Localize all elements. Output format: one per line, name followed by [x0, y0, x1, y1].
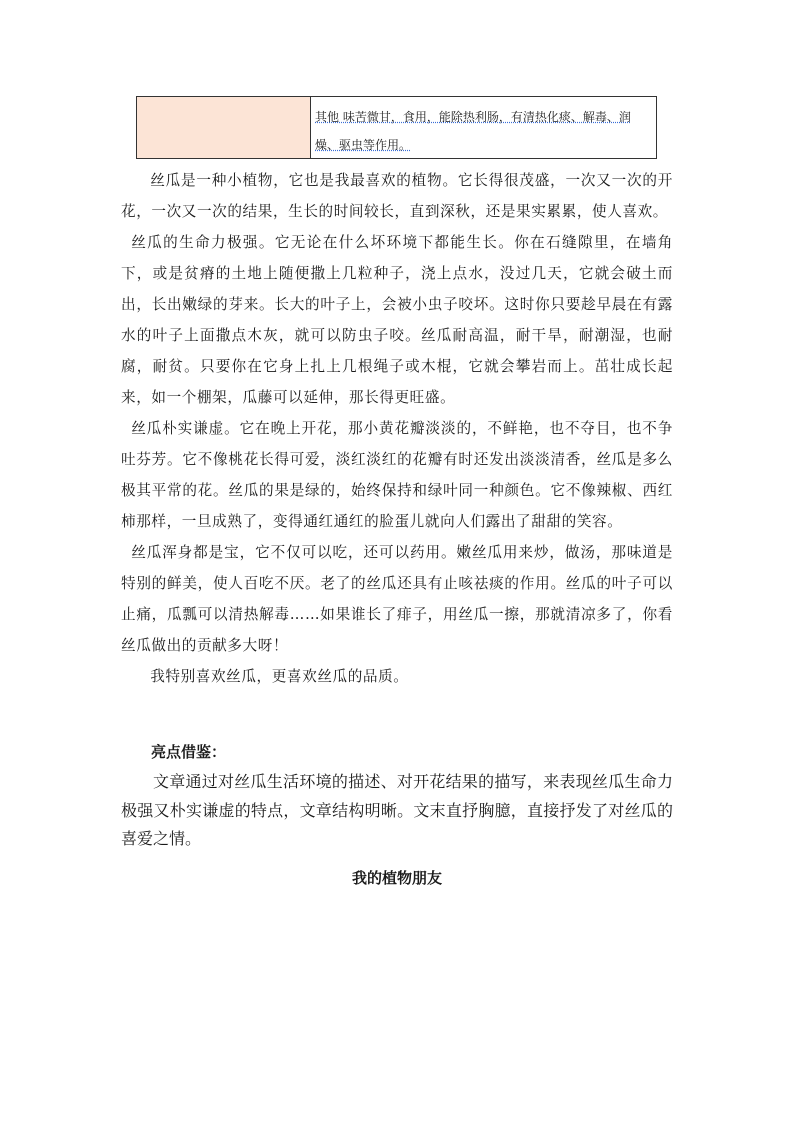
- table-cell-text: 其他 味苦微甘，食用，能除热利肠，有清热化痰、解毒、润燥、驱虫等作用。: [315, 110, 631, 152]
- info-table: [136, 96, 657, 159]
- essay-paragraph-1: 丝瓜是一种小植物，它也是我最喜欢的植物。它长得很茂盛，一次又一次的开花，一次又一次的结果，生长的时间较长，直到深秋，还是果实累累，使人喜欢。: [121, 172, 673, 220]
- table-right-cell: [311, 97, 656, 158]
- essay-body: [121, 165, 673, 692]
- next-essay-title: 我的植物朋友: [351, 869, 442, 887]
- highlight-text: 文章通过对丝瓜生活环境的描述、对开花结果的描写，来表现丝瓜生命力极强又朴实谦虚的特点，文章结构明晰。文末直抒胸臆，直接抒发了对丝瓜的喜爱之情。: [121, 772, 673, 848]
- table-left-cell: [137, 97, 311, 158]
- essay-paragraph-4: 丝瓜浑身都是宝，它不仅可以吃，还可以药用。嫩丝瓜用来炒，做汤，那味道是特别的鲜美，使人百吃不厌。老了的丝瓜还具有止咳祛痰的作用。丝瓜的叶子可以止痛，瓜瓢可以清热解毒……如果谁长了痱子，用丝瓜一擦，那就清凉多了，你看丝瓜做出的贡献多大呀！: [121, 544, 673, 654]
- highlight-title: 亮点借鉴：: [151, 743, 227, 761]
- essay-paragraph-2: 丝瓜的生命力极强。它无论在什么坏环境下都能生长。你在石缝隙里，在墙角下，或是贫瘠的土地上随便撒上几粒种子，浇上点水，没过几天，它就会破土而出，长出嫩绿的芽来。长大的叶子上，会被小虫子咬坏。这时你只要趁早晨在有露水的叶子上面撒点木灰，就可以防虫子咬。丝瓜耐高温，耐干旱，耐潮湿，也耐腐，耐贫。只要你在它身上扎上几根绳子或木棍，它就会攀岩而上。茁壮成长起来，如一个棚架，瓜藤可以延伸，那长得更旺盛。: [121, 234, 673, 406]
- essay-paragraph-3: 丝瓜朴实谦虚。它在晚上开花，那小黄花瓣淡淡的，不鲜艳，也不夺目，也不争吐芬芳。它不像桃花长得可爱，淡红淡红的花瓣有时还发出淡淡清香，丝瓜是多么极其平常的花。丝瓜的果是绿的，始终保持和绿叶同一种颜色。它不像辣椒、西红柿那样，一旦成熟了，变得通红通红的脸蛋儿就向人们露出了甜甜的笑容。: [121, 420, 673, 530]
- essay-paragraph-5: 我特别喜欢丝瓜，更喜欢丝瓜的品质。: [150, 668, 409, 685]
